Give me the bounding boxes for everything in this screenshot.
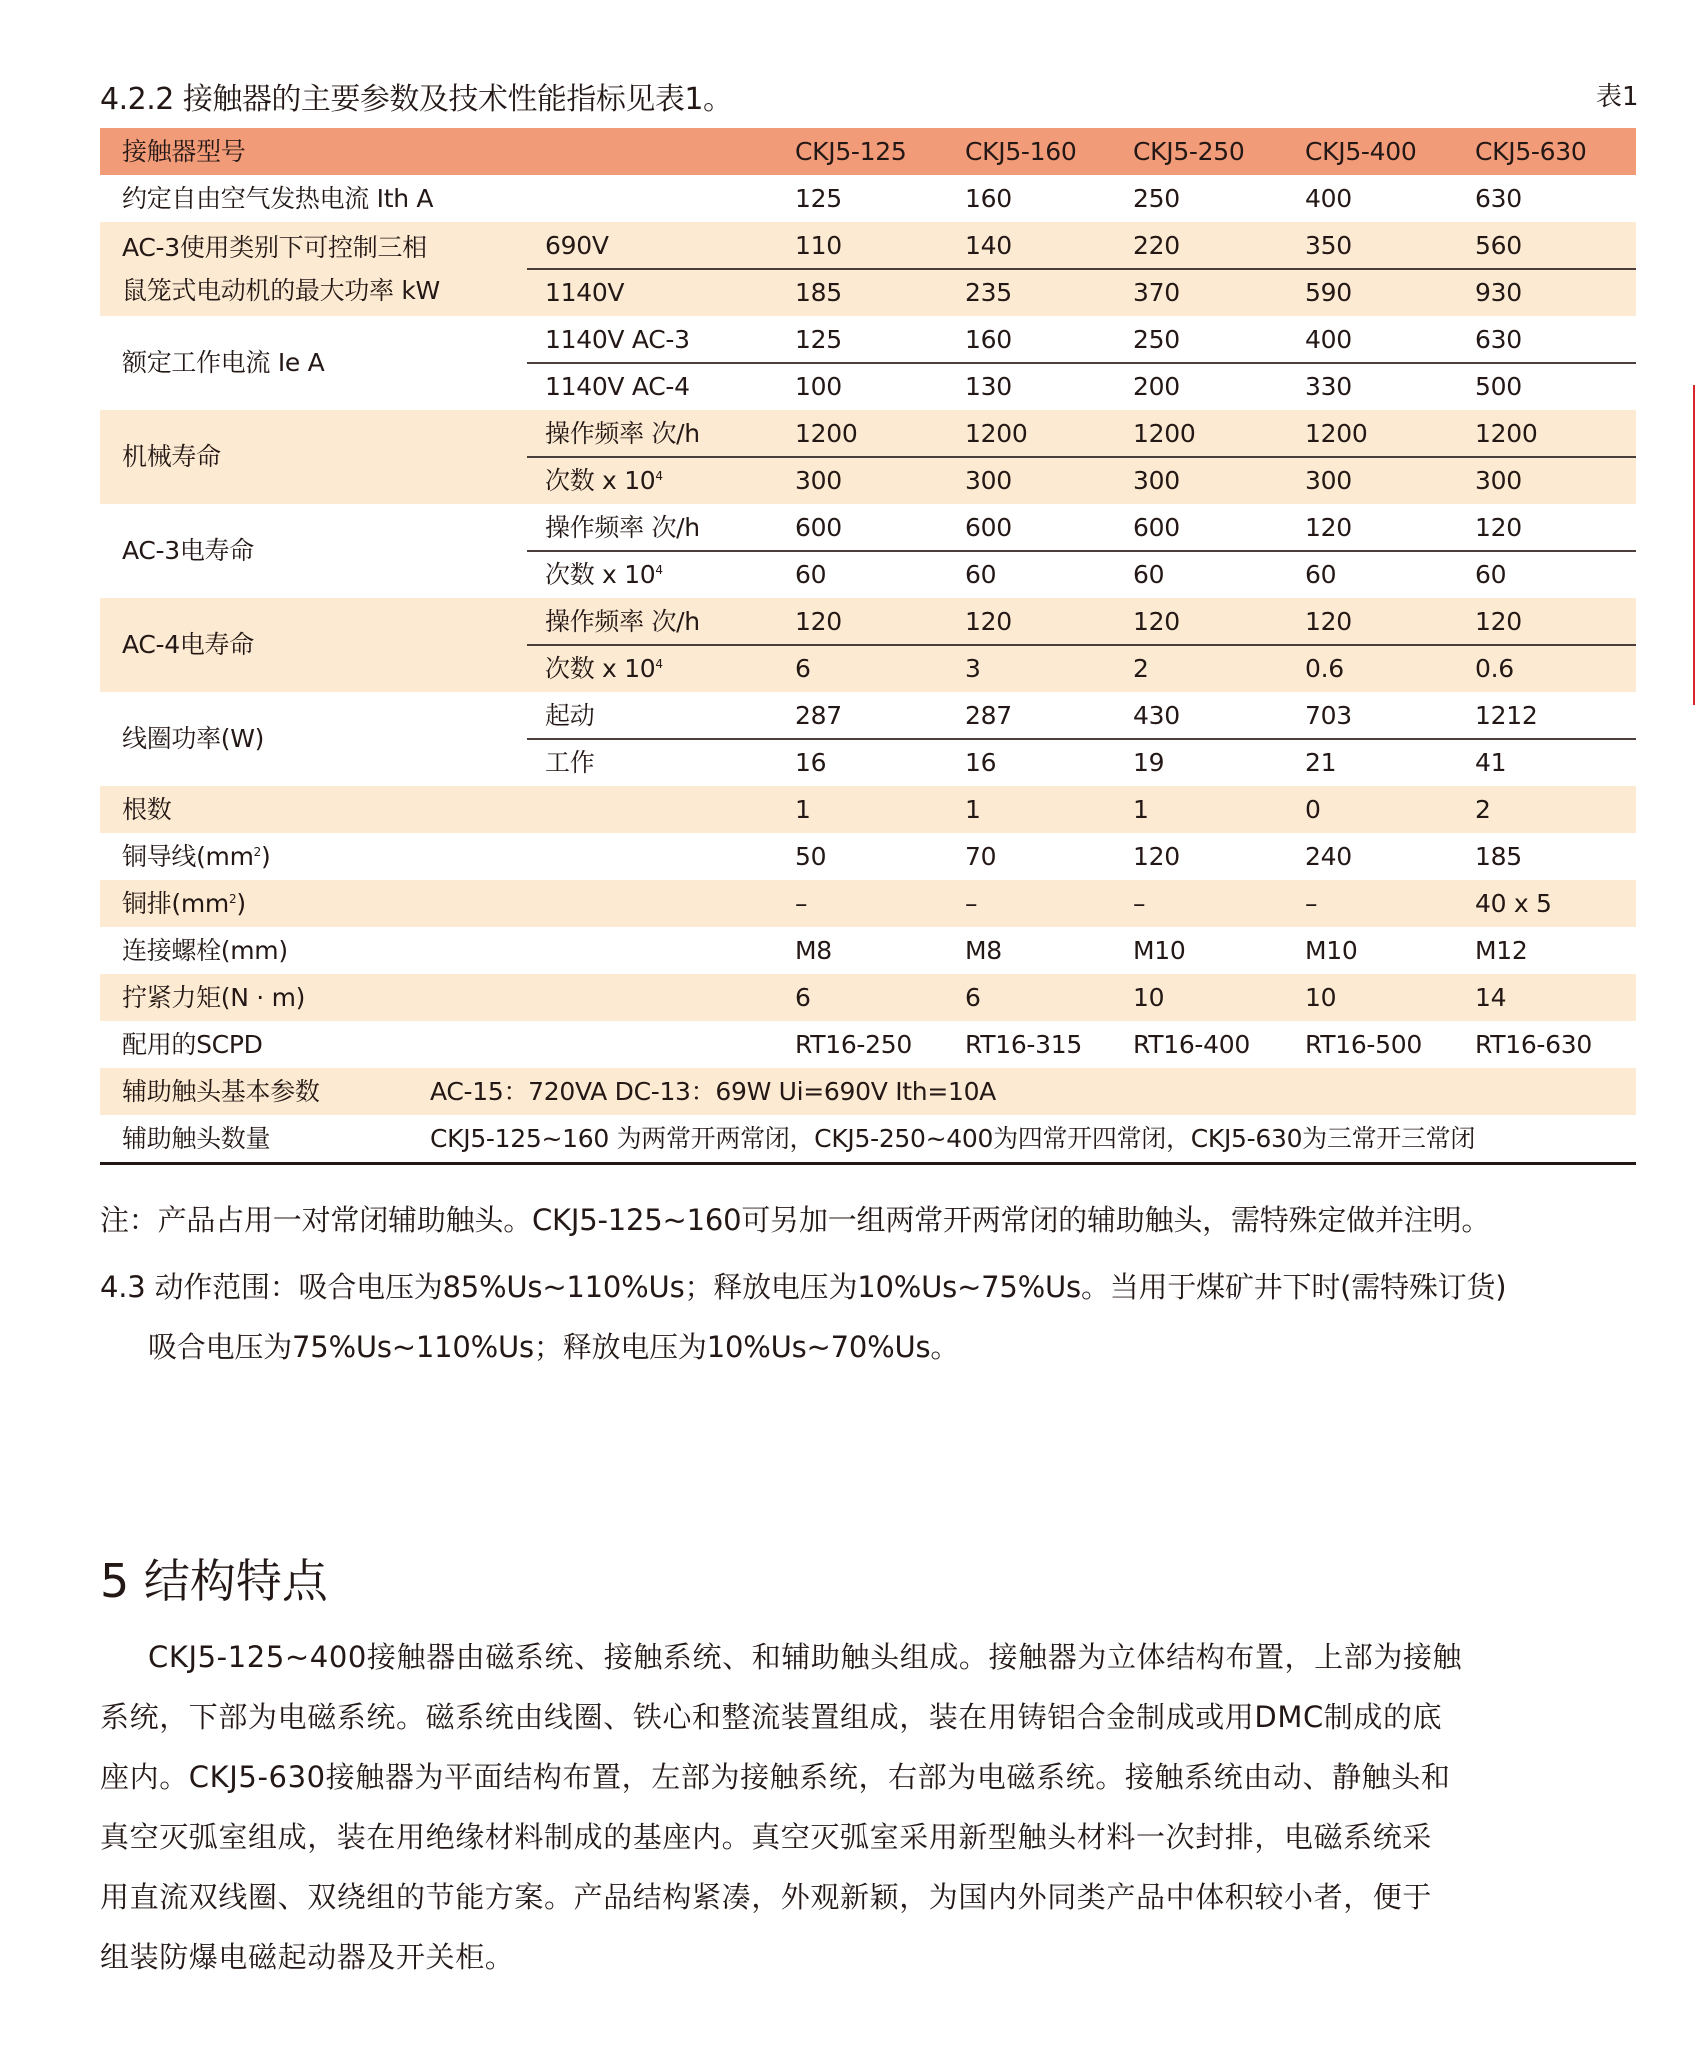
operating-range-line1: 4.3 动作范围：吸合电压为85%Us~110%Us；释放电压为10%Us~75%Us。当用于煤矿井下时(需特殊订货) bbox=[100, 1270, 1507, 1304]
row-label: AC-4电寿命 bbox=[122, 630, 254, 659]
cell-value: 430 bbox=[1133, 701, 1180, 730]
cell-value: M12 bbox=[1475, 936, 1528, 965]
cell-value: 600 bbox=[965, 513, 1012, 542]
cell-value: 500 bbox=[1475, 372, 1522, 401]
row-label-tail: ) bbox=[236, 889, 246, 918]
cell-value: 6 bbox=[795, 654, 811, 683]
cell-value: M10 bbox=[1305, 936, 1358, 965]
cell-value: 120 bbox=[1133, 842, 1180, 871]
sub-label: 690V bbox=[545, 231, 609, 260]
cell-value: RT16-250 bbox=[795, 1030, 912, 1059]
cell-value: M8 bbox=[965, 936, 1002, 965]
sub-label bbox=[545, 645, 663, 692]
sub-label-text: 1140V AC-4 bbox=[545, 372, 690, 401]
row-label: 约定自由空气发热电流 Ith A bbox=[122, 184, 434, 213]
cell-value: 0.6 bbox=[1305, 654, 1344, 683]
section-5-line: 用直流双线圈、双绕组的节能方案。产品结构紧凑，外观新颖，为国内外同类产品中体积较小者，便于 bbox=[100, 1880, 1433, 1914]
section-5-line: 系统，下部为电磁系统。磁系统由线圈、铁心和整流装置组成，装在用铸铝合金制成或用DMC制成的底 bbox=[100, 1700, 1443, 1734]
header-model: CKJ5-125 bbox=[795, 137, 907, 166]
section-5-line: 真空灭弧室组成，装在用绝缘材料制成的基座内。真空灭弧室采用新型触头材料一次封排，电磁系统采 bbox=[100, 1820, 1433, 1854]
table-row-group bbox=[100, 598, 1636, 692]
sub-label bbox=[545, 739, 594, 786]
cell-value: 185 bbox=[795, 278, 842, 307]
sub-label-text: 次数 x 10 bbox=[545, 654, 656, 683]
table-subrow bbox=[100, 598, 1636, 645]
cell-value: 125 bbox=[795, 184, 842, 213]
section-heading: 4.2.2 接触器的主要参数及技术性能指标见表1。 bbox=[100, 82, 733, 117]
cell-value: 60 bbox=[795, 560, 827, 589]
table-row bbox=[100, 974, 1636, 1021]
table-row-group bbox=[100, 692, 1636, 786]
cell-value: 14 bbox=[1475, 983, 1507, 1012]
row-label: AC-3电寿命 bbox=[122, 536, 254, 565]
row-divider bbox=[527, 550, 1636, 552]
cell-value: 400 bbox=[1305, 184, 1352, 213]
header-model: CKJ5-160 bbox=[965, 137, 1077, 166]
sub-label bbox=[545, 457, 663, 504]
cell-value: 40 x 5 bbox=[1475, 889, 1552, 918]
row-label-text: 拧紧力矩(N · m) bbox=[122, 983, 306, 1012]
section-5-line: CKJ5-125~400接触器由磁系统、接触系统、和辅助触头组成。接触器为立体结构布置，上部为接触 bbox=[148, 1640, 1463, 1674]
cell-value: 1 bbox=[795, 795, 811, 824]
table-subrow bbox=[100, 504, 1636, 551]
sub-label bbox=[545, 692, 594, 739]
cell-value: 1200 bbox=[1305, 419, 1368, 448]
cell-value: 250 bbox=[1133, 184, 1180, 213]
cell-value: 125 bbox=[795, 325, 842, 354]
row-label-text: 铜排(mm bbox=[122, 889, 229, 918]
cell-value: 235 bbox=[965, 278, 1012, 307]
cell-value: 300 bbox=[1133, 466, 1180, 495]
table-header-row bbox=[100, 128, 1636, 175]
sub-label-text: 1140V AC-3 bbox=[545, 325, 690, 354]
section-5-line: 座内。CKJ5-630接触器为平面结构布置，左部为接触系统，右部为电磁系统。接触系统由动、静触头和 bbox=[100, 1760, 1451, 1794]
cell-value: 60 bbox=[1305, 560, 1337, 589]
table-note: 注：产品占用一对常闭辅助触头。CKJ5-125~160可另加一组两常开两常闭的辅助触头，需特殊定做并注明。 bbox=[100, 1203, 1491, 1237]
cell-value: 930 bbox=[1475, 278, 1522, 307]
cell-value: 140 bbox=[965, 231, 1012, 260]
cell-value: 630 bbox=[1475, 325, 1522, 354]
sub-label-text: 操作频率 次/h bbox=[545, 513, 700, 542]
cell-value: 330 bbox=[1305, 372, 1352, 401]
header-model: CKJ5-250 bbox=[1133, 137, 1245, 166]
header-label: 接触器型号 bbox=[122, 137, 246, 166]
sub-label-text: 起动 bbox=[545, 701, 595, 730]
cell-value: 600 bbox=[795, 513, 842, 542]
table-subrow bbox=[100, 692, 1636, 739]
row-divider bbox=[527, 362, 1636, 364]
row-label-text: 铜导线(mm bbox=[122, 842, 254, 871]
sub-label bbox=[545, 504, 700, 551]
sub-label-text: 次数 x 10 bbox=[545, 560, 656, 589]
cell-value: 60 bbox=[1475, 560, 1507, 589]
cell-value: RT16-400 bbox=[1133, 1030, 1250, 1059]
row-label bbox=[122, 833, 270, 880]
sub-label: 1140V bbox=[545, 278, 625, 307]
row-divider bbox=[527, 644, 1636, 646]
cell-value: 590 bbox=[1305, 278, 1352, 307]
row-label-line1: AC-3使用类别下可控制三相 bbox=[122, 233, 427, 262]
row-label bbox=[122, 974, 305, 1021]
table-subrow bbox=[100, 551, 1636, 598]
cell-value: 1200 bbox=[965, 419, 1028, 448]
cell-value: 287 bbox=[795, 701, 842, 730]
cell-value: 400 bbox=[1305, 325, 1352, 354]
cell-value: 50 bbox=[795, 842, 827, 871]
table-subrow bbox=[100, 739, 1636, 786]
cell-value: 1 bbox=[1133, 795, 1149, 824]
cell-value: 300 bbox=[1475, 466, 1522, 495]
sub-label-text: 次数 x 10 bbox=[545, 466, 656, 495]
cell-value: – bbox=[965, 889, 978, 918]
cell-value: M8 bbox=[795, 936, 832, 965]
exponent: 2 bbox=[228, 892, 237, 906]
cell-value: 60 bbox=[1133, 560, 1165, 589]
row-label-tail: ) bbox=[261, 842, 271, 871]
cell-value: 60 bbox=[965, 560, 997, 589]
table-row-aux-params bbox=[100, 1068, 1636, 1115]
row-label: 额定工作电流 Ie A bbox=[122, 348, 325, 377]
cell-value: 185 bbox=[1475, 842, 1522, 871]
sub-label bbox=[545, 598, 700, 645]
cell-value: 350 bbox=[1305, 231, 1352, 260]
cell-value: 120 bbox=[1133, 607, 1180, 636]
cell-value: 0 bbox=[1305, 795, 1321, 824]
table-subrow bbox=[100, 457, 1636, 504]
cell-value: – bbox=[795, 889, 808, 918]
cell-value: 100 bbox=[795, 372, 842, 401]
cell-value: 120 bbox=[965, 607, 1012, 636]
cell-value: 70 bbox=[965, 842, 997, 871]
cell-value: 287 bbox=[965, 701, 1012, 730]
table-subrow bbox=[100, 269, 1636, 316]
aux-count-value: CKJ5-125~160 为两常开两常闭，CKJ5-250~400为四常开四常闭，CKJ5-630为三常开三常闭 bbox=[430, 1124, 1476, 1153]
cell-value: 120 bbox=[795, 607, 842, 636]
sub-label bbox=[545, 551, 663, 598]
table-row bbox=[100, 927, 1636, 974]
spec-table bbox=[100, 128, 1636, 1162]
row-label bbox=[122, 880, 246, 927]
cell-value: 10 bbox=[1305, 983, 1337, 1012]
table-bottom-rule bbox=[100, 1162, 1636, 1165]
sub-label-text: 工作 bbox=[545, 748, 595, 777]
exponent: 4 bbox=[655, 563, 663, 577]
sub-label bbox=[545, 316, 690, 363]
table-row bbox=[100, 786, 1636, 833]
table-number: 表1 bbox=[1596, 82, 1639, 112]
row-label bbox=[122, 927, 288, 974]
cell-value: 1200 bbox=[1133, 419, 1196, 448]
cell-value: 160 bbox=[965, 184, 1012, 213]
cell-value: 41 bbox=[1475, 748, 1507, 777]
cell-value: 1 bbox=[965, 795, 981, 824]
operating-range-line2: 吸合电压为75%Us~110%Us；释放电压为10%Us~70%Us。 bbox=[148, 1330, 960, 1364]
table-subrow bbox=[100, 316, 1636, 363]
cell-value: 240 bbox=[1305, 842, 1352, 871]
cell-value: 220 bbox=[1133, 231, 1180, 260]
row-label: 辅助触头基本参数 bbox=[122, 1077, 320, 1106]
cell-value: 1212 bbox=[1475, 701, 1538, 730]
cell-value: RT16-500 bbox=[1305, 1030, 1422, 1059]
exponent: 4 bbox=[655, 469, 663, 483]
cell-value: 120 bbox=[1305, 607, 1352, 636]
row-label-text: 连接螺栓(mm) bbox=[122, 936, 288, 965]
cell-value: 300 bbox=[795, 466, 842, 495]
cell-value: 2 bbox=[1475, 795, 1491, 824]
table-row-group bbox=[100, 504, 1636, 598]
row-label-line2: 鼠笼式电动机的最大功率 kW bbox=[122, 276, 440, 305]
cell-value: 300 bbox=[1305, 466, 1352, 495]
cell-value: 6 bbox=[795, 983, 811, 1012]
cell-value: 1200 bbox=[1475, 419, 1538, 448]
cell-value: 16 bbox=[795, 748, 827, 777]
cell-value: 120 bbox=[1475, 607, 1522, 636]
page-edge-mark bbox=[1693, 385, 1695, 705]
table-subrow bbox=[100, 410, 1636, 457]
table-row-group bbox=[100, 222, 1636, 316]
table-row bbox=[100, 833, 1636, 880]
cell-value: 10 bbox=[1133, 983, 1165, 1012]
header-model: CKJ5-400 bbox=[1305, 137, 1417, 166]
cell-value: 130 bbox=[965, 372, 1012, 401]
cell-value: 160 bbox=[965, 325, 1012, 354]
table-row-aux-count bbox=[100, 1115, 1636, 1162]
table-row bbox=[100, 1021, 1636, 1068]
row-divider bbox=[527, 456, 1636, 458]
section-5-line: 组装防爆电磁起动器及开关柜。 bbox=[100, 1940, 515, 1974]
table-row-group bbox=[100, 316, 1636, 410]
header-model: CKJ5-630 bbox=[1475, 137, 1587, 166]
row-label bbox=[122, 786, 171, 833]
row-label-text: 配用的SCPD bbox=[122, 1030, 263, 1059]
cell-value: 370 bbox=[1133, 278, 1180, 307]
cell-value: 19 bbox=[1133, 748, 1165, 777]
row-divider bbox=[527, 738, 1636, 740]
table-row bbox=[100, 880, 1636, 927]
table-subrow bbox=[100, 363, 1636, 410]
exponent: 4 bbox=[655, 657, 663, 671]
row-label: 机械寿命 bbox=[122, 442, 221, 471]
cell-value: 630 bbox=[1475, 184, 1522, 213]
cell-value: 200 bbox=[1133, 372, 1180, 401]
cell-value: 2 bbox=[1133, 654, 1149, 683]
cell-value: 21 bbox=[1305, 748, 1337, 777]
cell-value: – bbox=[1305, 889, 1318, 918]
cell-value: 110 bbox=[795, 231, 842, 260]
cell-value: 6 bbox=[965, 983, 981, 1012]
exponent: 2 bbox=[253, 845, 262, 859]
cell-value: 120 bbox=[1305, 513, 1352, 542]
section-5-title: 5 结构特点 bbox=[100, 1554, 328, 1608]
cell-value: 600 bbox=[1133, 513, 1180, 542]
cell-value: RT16-630 bbox=[1475, 1030, 1592, 1059]
row-label: 线圈功率(W) bbox=[122, 724, 265, 753]
aux-params-value: AC-15：720VA DC-13：69W Ui=690V Ith=10A bbox=[430, 1077, 996, 1106]
row-label-text: 根数 bbox=[122, 795, 172, 824]
sub-label bbox=[545, 410, 700, 457]
cell-value: 120 bbox=[1475, 513, 1522, 542]
row-label bbox=[122, 1021, 263, 1068]
cell-value: 560 bbox=[1475, 231, 1522, 260]
cell-value: RT16-315 bbox=[965, 1030, 1082, 1059]
sub-label-text: 操作频率 次/h bbox=[545, 607, 700, 636]
cell-value: 703 bbox=[1305, 701, 1352, 730]
cell-value: 1200 bbox=[795, 419, 858, 448]
cell-value: M10 bbox=[1133, 936, 1186, 965]
table-row bbox=[100, 175, 1636, 222]
cell-value: – bbox=[1133, 889, 1146, 918]
cell-value: 3 bbox=[965, 654, 981, 683]
table-subrow bbox=[100, 222, 1636, 269]
cell-value: 300 bbox=[965, 466, 1012, 495]
sub-label-text: 操作频率 次/h bbox=[545, 419, 700, 448]
table-subrow bbox=[100, 645, 1636, 692]
cell-value: 250 bbox=[1133, 325, 1180, 354]
cell-value: 16 bbox=[965, 748, 997, 777]
cell-value: 0.6 bbox=[1475, 654, 1514, 683]
sub-label bbox=[545, 363, 690, 410]
table-row-group bbox=[100, 410, 1636, 504]
row-label: 辅助触头数量 bbox=[122, 1124, 271, 1153]
